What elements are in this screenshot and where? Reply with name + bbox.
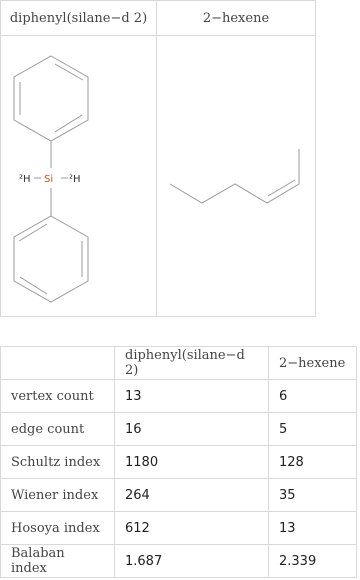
row-value-2: 13 — [269, 512, 357, 545]
row-value-2: 5 — [269, 413, 357, 446]
row-value-1: 612 — [115, 512, 269, 545]
structure-cell-1 — [1, 36, 157, 317]
properties-table — [0, 346, 357, 578]
structure-table — [0, 0, 316, 317]
row-label: Balaban index — [1, 545, 115, 578]
row-label: vertex count — [1, 380, 115, 413]
row-value-2: 6 — [269, 380, 357, 413]
properties-header-compound-1: diphenyl(silane−d 2) — [115, 347, 269, 380]
row-label: Wiener index — [1, 479, 115, 512]
compound-header-1: diphenyl(silane−d 2) — [1, 1, 157, 36]
deuterium-left-label: ²H — [19, 174, 31, 185]
row-value-2: 2.339 — [269, 545, 357, 578]
row-label: edge count — [1, 413, 115, 446]
compound-header-2: 2−hexene — [157, 1, 316, 36]
structure-cell-2 — [157, 36, 316, 317]
diphenylsilane-structure — [1, 36, 156, 316]
table-row — [1, 479, 357, 512]
table-row — [1, 446, 357, 479]
properties-header-row — [1, 347, 357, 380]
properties-header-compound-2: 2−hexene — [269, 347, 357, 380]
table-row — [1, 512, 357, 545]
properties-header-empty — [1, 347, 115, 380]
silicon-label: Si — [44, 174, 54, 185]
table-row — [1, 545, 357, 578]
row-value-1: 16 — [115, 413, 269, 446]
row-value-1: 1180 — [115, 446, 269, 479]
hexene-structure — [157, 36, 315, 316]
table-row — [1, 380, 357, 413]
row-value-1: 264 — [115, 479, 269, 512]
row-value-2: 128 — [269, 446, 357, 479]
row-value-1: 1.687 — [115, 545, 269, 578]
table-row — [1, 413, 357, 446]
row-label: Schultz index — [1, 446, 115, 479]
row-value-1: 13 — [115, 380, 269, 413]
row-label: Hosoya index — [1, 512, 115, 545]
row-value-2: 35 — [269, 479, 357, 512]
deuterium-right-label: ²H — [69, 174, 81, 185]
